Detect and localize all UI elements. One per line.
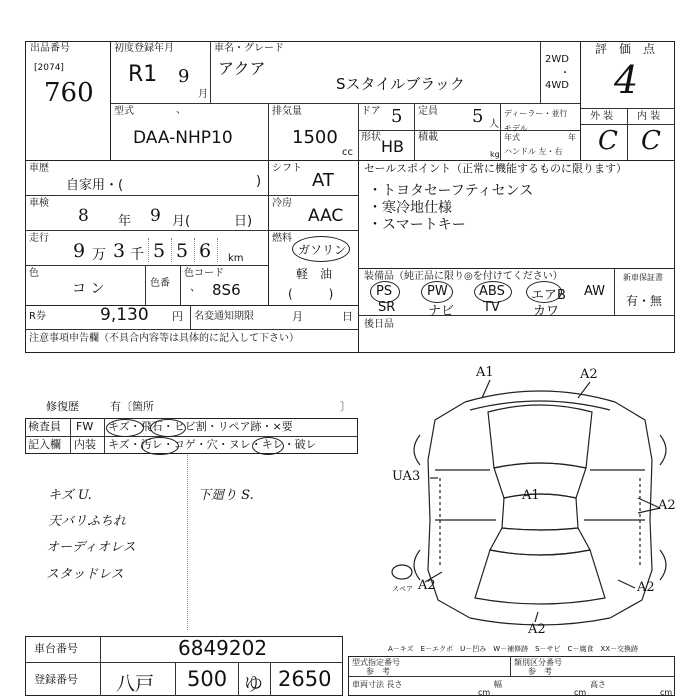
category-label: 類別区分番号	[514, 658, 562, 667]
width-label: 幅	[494, 680, 502, 689]
divider	[358, 160, 359, 353]
mileage-separator	[194, 238, 195, 262]
divider	[500, 103, 501, 160]
inspector-code-interior: 内装	[74, 438, 96, 451]
damage-mark-front-bumper: A1	[476, 365, 494, 380]
color-code-tick: 、	[190, 280, 201, 293]
equip-airbag: エアB	[531, 288, 566, 303]
doors: 5	[391, 106, 403, 127]
grade: Sスタイルブラック	[336, 75, 465, 93]
interior-grade: C	[641, 126, 661, 156]
model-year-label: モデル年式	[504, 124, 528, 142]
handwritten-note-underside: 下廻り S.	[198, 488, 254, 503]
warranty-value: 有・無	[626, 294, 663, 308]
first-registration-label: 初度登録年月	[114, 43, 174, 54]
equipment-title: 装備品（純正品に限り◎を付けてください）	[364, 271, 563, 282]
repair-close: 〕	[340, 400, 351, 413]
inspector-code-fw: FW	[76, 420, 94, 433]
damage-mark-rear-right: A2	[637, 580, 655, 595]
cc-unit: cc	[342, 147, 353, 158]
car-name-label: 車名・グレード	[214, 43, 284, 54]
lot-sub: [2074]	[34, 63, 64, 73]
name-change-day: 日	[342, 310, 353, 323]
divider	[210, 41, 211, 103]
selling-point-3: ・スマートキー	[368, 217, 466, 233]
divider	[270, 662, 271, 696]
registration-number: 2650	[278, 667, 332, 691]
divider	[268, 103, 269, 160]
dealer-label: ディーラー・並行	[504, 109, 568, 118]
equip-pw: PW	[427, 284, 448, 299]
fuel-selected-circle	[292, 236, 350, 262]
km-unit: km	[228, 253, 244, 264]
registration-label: 登録番号	[34, 673, 78, 686]
registration-class: 500	[187, 667, 228, 691]
type-designation-ref: 参 考	[366, 667, 390, 676]
cooling: AAC	[308, 206, 344, 226]
divider	[25, 195, 358, 196]
damage-mark-roof: A1	[522, 488, 540, 503]
inspection-year-unit: 年	[118, 214, 132, 229]
loading-unit: kg	[490, 150, 500, 159]
equip-ps-circle	[370, 281, 400, 303]
capacity: 5	[472, 106, 484, 127]
equip-pw-circle	[421, 281, 453, 303]
inspector-label: 検査員	[28, 420, 61, 433]
handwritten-note-4: スタッドレス	[46, 567, 124, 582]
color-label: 色	[29, 268, 39, 279]
divider	[510, 656, 511, 676]
displacement-label: 排気量	[272, 106, 302, 117]
mileage-digit-5: 6	[199, 240, 212, 262]
loading-label: 積載	[418, 132, 438, 143]
divider	[414, 103, 415, 160]
model-code: DAA-NHP10	[133, 128, 233, 148]
notes-separator	[187, 455, 188, 630]
color-code: 8S6	[212, 281, 241, 299]
exterior-label: 外 装	[590, 111, 614, 122]
length-label: 車両寸法 長さ	[352, 680, 403, 689]
capacity-unit: 人	[489, 119, 499, 130]
mileage-separator	[148, 238, 149, 262]
doors-label: ドア	[361, 106, 381, 117]
selling-point-1: ・トヨタセーフティセンス	[368, 183, 534, 199]
handwritten-note-1: キズ U.	[48, 488, 92, 503]
entry-label: 記入欄	[28, 438, 61, 451]
mark-dirt-circle	[141, 437, 179, 455]
era-year: R1	[128, 62, 158, 87]
inspector-row1-items: キズ・飛石・ヒビ割・リペア跡・×要	[108, 420, 293, 433]
height-unit: cm	[660, 688, 673, 697]
divider	[358, 130, 580, 131]
divider	[627, 108, 628, 160]
fuel-label: 燃料	[272, 233, 292, 244]
shape: HB	[381, 137, 405, 156]
history-label: 車歴	[29, 163, 49, 174]
divider	[358, 268, 675, 269]
name-change-label: 名変通知期限	[194, 311, 254, 322]
notes-title: 注意事項申告欄（不具合内容等は具体的に記入して下さい）	[29, 333, 299, 344]
damage-mark-front-right: A2	[580, 367, 598, 382]
type-designation-label: 型式指定番号	[352, 658, 400, 667]
car-name: アクア	[218, 59, 266, 78]
handle-label: ハンドル 左・右	[504, 147, 563, 156]
length-unit: cm	[478, 688, 491, 697]
divider	[358, 315, 675, 316]
spare-label: スペア	[392, 585, 413, 593]
divider	[190, 305, 191, 329]
chassis-label: 車台番号	[34, 642, 78, 655]
mileage-separator	[217, 238, 218, 262]
inspection-label: 車検	[29, 198, 49, 209]
width-unit: cm	[574, 688, 587, 697]
equip-airbag-circle	[526, 281, 562, 303]
color-code-label: 色コード	[184, 268, 224, 279]
divider	[25, 230, 358, 231]
model-tick: 、	[176, 105, 186, 116]
drive-4wd: 4WD	[545, 80, 569, 91]
month-unit: 月	[198, 89, 208, 100]
equip-abs: ABS	[479, 284, 505, 299]
height-label: 高さ	[590, 680, 606, 689]
shape-label: 形状	[361, 132, 381, 143]
divider	[25, 436, 358, 437]
shift: AT	[312, 170, 334, 191]
inspection-month: 9	[150, 206, 161, 226]
drive-dot: ・	[560, 68, 570, 79]
mark-chip-circle	[150, 419, 186, 437]
cooling-label: 冷房	[272, 198, 292, 209]
divider	[268, 160, 269, 305]
divider	[358, 103, 359, 160]
divider	[145, 265, 146, 305]
mileage-digit-1: 9	[73, 240, 86, 262]
handwritten-note-3: オーディオレス	[46, 540, 136, 555]
divider	[110, 41, 111, 160]
name-change-month: 月	[292, 310, 303, 323]
lot-number: 760	[44, 78, 94, 108]
selling-point-2: ・寒冷地仕様	[368, 200, 452, 216]
mark-wet-circle	[252, 437, 284, 455]
damage-mark-rear-bumper: A2	[528, 622, 546, 637]
mileage-man: 万	[92, 247, 106, 263]
equip-abs-circle	[474, 281, 512, 303]
fuel-diesel: 軽 油	[296, 267, 333, 281]
divider	[238, 662, 239, 696]
inspection-day-unit: 日)	[234, 214, 253, 229]
recycle-unit: 円	[172, 310, 183, 323]
registration-month: 9	[178, 66, 190, 87]
mileage-digit-3: 5	[153, 240, 166, 262]
fuel-gasoline: ガソリン	[298, 243, 347, 257]
mileage-sen: 千	[130, 247, 144, 263]
divider	[104, 418, 105, 454]
divider	[580, 41, 581, 160]
drive-2wd: 2WD	[545, 54, 569, 65]
repair-label: 修復歴	[46, 400, 79, 413]
divider	[110, 103, 580, 104]
mileage-digit-4: 5	[176, 240, 189, 262]
color-value: コ ン	[72, 281, 105, 297]
mileage-digit-2: 3	[113, 240, 126, 262]
chassis-number: 6849202	[178, 636, 268, 660]
registration-kana: ゆ	[244, 673, 264, 695]
equip-sr: SR	[378, 300, 396, 315]
damage-mark-rear-left: A2	[418, 578, 436, 593]
divider	[175, 662, 176, 696]
eval-score: 4	[614, 58, 639, 102]
lot-label: 出品番号	[30, 43, 70, 54]
damage-mark-right-side: A2	[658, 498, 676, 513]
history-value: 自家用・(	[66, 178, 124, 193]
mileage-label: 走行	[29, 233, 49, 244]
divider	[25, 160, 675, 161]
handwritten-note-2: 天バリふちれ	[48, 514, 127, 529]
model-label: 型式	[114, 106, 134, 117]
equip-aw: AW	[584, 284, 606, 299]
color-no-label: 色番	[150, 278, 170, 289]
divider	[100, 636, 101, 696]
after-parts-label: 後日品	[364, 319, 394, 330]
registration-area: 八戸	[116, 673, 155, 695]
equip-ps: PS	[376, 284, 393, 299]
divider	[25, 305, 358, 306]
category-ref: 参 考	[528, 667, 552, 676]
recycle-amount: 9,130	[100, 305, 149, 325]
mark-scratch-circle	[106, 419, 144, 437]
interior-label: 内 装	[637, 111, 661, 122]
divider	[180, 265, 181, 305]
shift-label: シフト	[272, 163, 302, 174]
equip-leather: カワ	[533, 304, 560, 319]
selling-points-title: セールスポイント（正常に機能するものに限ります）	[364, 162, 628, 175]
equip-navi: ナビ	[428, 304, 455, 319]
recycle-label: R券	[29, 311, 46, 322]
damage-legend: A－キズ E－エクボ U－凹み W－補修跡 S－サビ C－腐食 XX－交換跡	[388, 645, 639, 653]
repair-value: 有〔箇所	[110, 400, 154, 413]
inspector-row2-items: キズ・汚レ・コゲ・穴・ヌレ・キレ・破レ	[108, 438, 317, 451]
warranty-label: 新車保証書	[623, 273, 663, 282]
equip-tv: TV	[483, 300, 500, 315]
divider	[70, 418, 71, 454]
divider	[25, 329, 358, 330]
history-close: )	[256, 174, 262, 189]
inspection-month-unit: 月(	[172, 214, 191, 229]
divider	[25, 662, 343, 663]
exterior-grade: C	[598, 126, 618, 156]
divider	[25, 265, 268, 266]
damage-mark-left-side: UA3	[392, 469, 421, 484]
displacement: 1500	[292, 127, 338, 148]
fuel-other: ( )	[288, 287, 334, 301]
inspection-year: 8	[78, 206, 89, 226]
capacity-label: 定員	[418, 106, 438, 117]
mileage-separator	[171, 238, 172, 262]
divider	[540, 41, 541, 103]
eval-label: 評 価 点	[595, 42, 656, 56]
divider	[614, 268, 615, 315]
divider	[348, 676, 675, 677]
year-unit: 年	[568, 133, 576, 142]
